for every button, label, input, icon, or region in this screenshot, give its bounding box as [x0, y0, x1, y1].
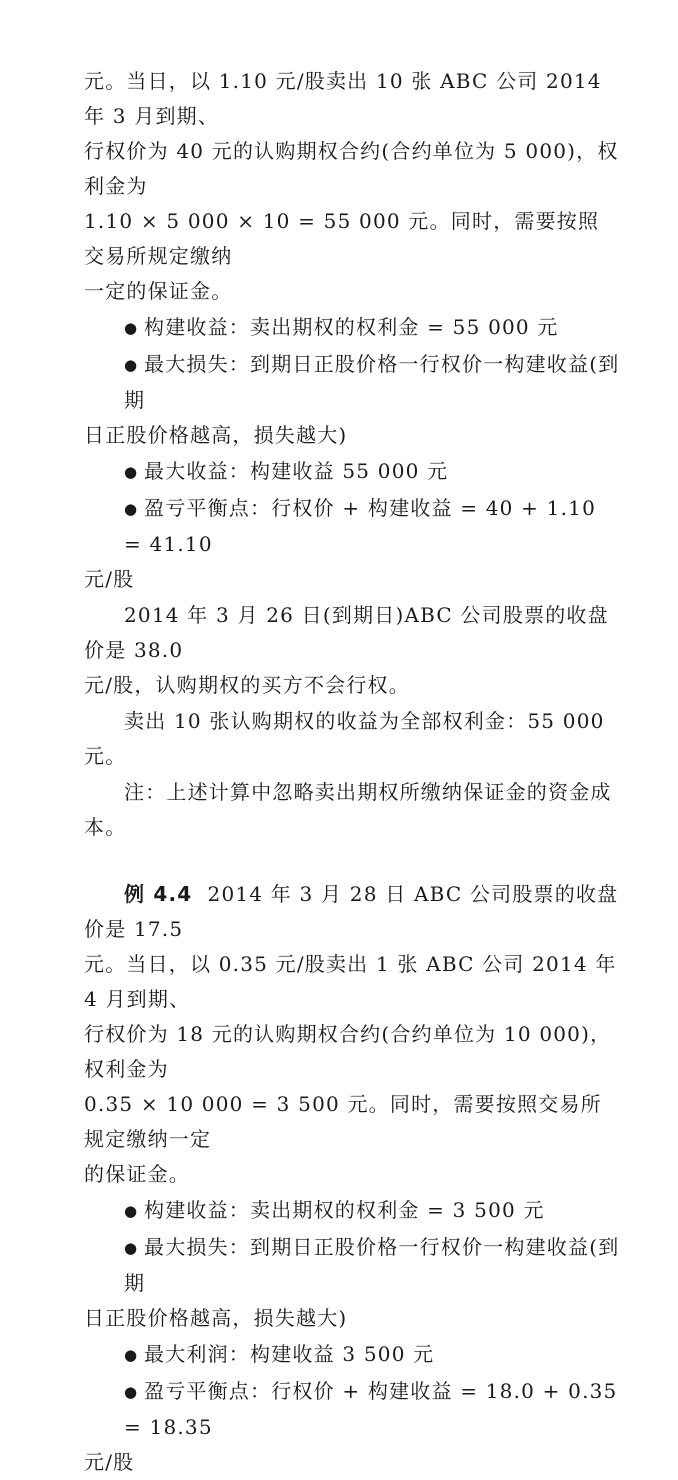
bullet-dot-icon: ●: [124, 500, 139, 518]
note-line: 注：上述计算中忽略卖出期权所缴纳保证金的资金成本。: [84, 780, 612, 839]
bullet-continuation: 日正股价格越高，损失越大): [84, 423, 348, 447]
bullet-item: ● 最大损失：到期日正股价格一行权价一构建收益(到期: [84, 347, 620, 418]
paragraph-line: 行权价为 40 元的认购期权合约(合约单位为 5 000)，权利金为: [84, 139, 619, 198]
bullet-item: ● 最大利润：构建收益 3 500 元: [84, 1337, 620, 1373]
bullet-item: ● 构建收益：卖出期权的权利金 = 3 500 元: [84, 1193, 620, 1229]
bullet-item: ● 最大损失：到期日正股价格一行权价一构建收益(到期: [84, 1230, 620, 1301]
bullet-dot-icon: ●: [124, 356, 139, 374]
bullet-item: ● 构建收益：卖出期权的权利金 = 55 000 元: [84, 310, 620, 346]
example-label: 例 4.4: [124, 882, 193, 906]
example-heading-line: 例 4.4 2014 年 3 月 28 日 ABC 公司股票的收盘价是 17.5: [84, 882, 619, 941]
bullet-item: ● 盈亏平衡点：行权价 + 构建收益 = 18.0 + 0.35 = 18.35: [84, 1374, 620, 1445]
paragraph-line: 元。当日，以 1.10 元/股卖出 10 张 ABC 公司 2014 年 3 月到期、: [84, 69, 602, 128]
paragraph-line: 2014 年 3 月 26 日(到期日)ABC 公司股票的收盘价是 38.0: [84, 603, 609, 662]
bullet-continuation: 日正股价格越高，损失越大): [84, 1306, 348, 1330]
bullet-dot-icon: ●: [124, 1239, 139, 1257]
bullet-continuation: 元/股: [84, 1450, 135, 1474]
result-line: 卖出 10 张认购期权的收益为全部权利金：55 000 元。: [84, 709, 605, 768]
bullet-item: ● 盈亏平衡点：行权价 + 构建收益 = 40 + 1.10 = 41.10: [84, 491, 620, 562]
paragraph-line: 元。当日，以 0.35 元/股卖出 1 张 ABC 公司 2014 年 4 月到期、: [84, 952, 617, 1011]
bullet-dot-icon: ●: [124, 1346, 139, 1364]
paragraph-line: 0.35 × 10 000 = 3 500 元。同时，需要按照交易所规定缴纳一定: [84, 1092, 602, 1151]
bullet-item: ● 最大收益：构建收益 55 000 元: [84, 454, 620, 490]
paragraph-line: 元/股，认购期权的买方不会行权。: [84, 673, 410, 697]
bullet-dot-icon: ●: [124, 319, 139, 337]
paragraph-line: 1.10 × 5 000 × 10 = 55 000 元。同时，需要按照交易所规定缴纳: [84, 209, 600, 268]
paragraph-line: 一定的保证金。: [84, 279, 233, 303]
bullet-continuation: 元/股: [84, 567, 135, 591]
paragraph-line: 行权价为 18 元的认购期权合约(合约单位为 10 000)，权利金为: [84, 1022, 612, 1081]
bullet-dot-icon: ●: [124, 1202, 139, 1220]
bullet-dot-icon: ●: [124, 1383, 139, 1401]
bullet-dot-icon: ●: [124, 463, 139, 481]
paragraph-line: 的保证金。: [84, 1162, 190, 1186]
